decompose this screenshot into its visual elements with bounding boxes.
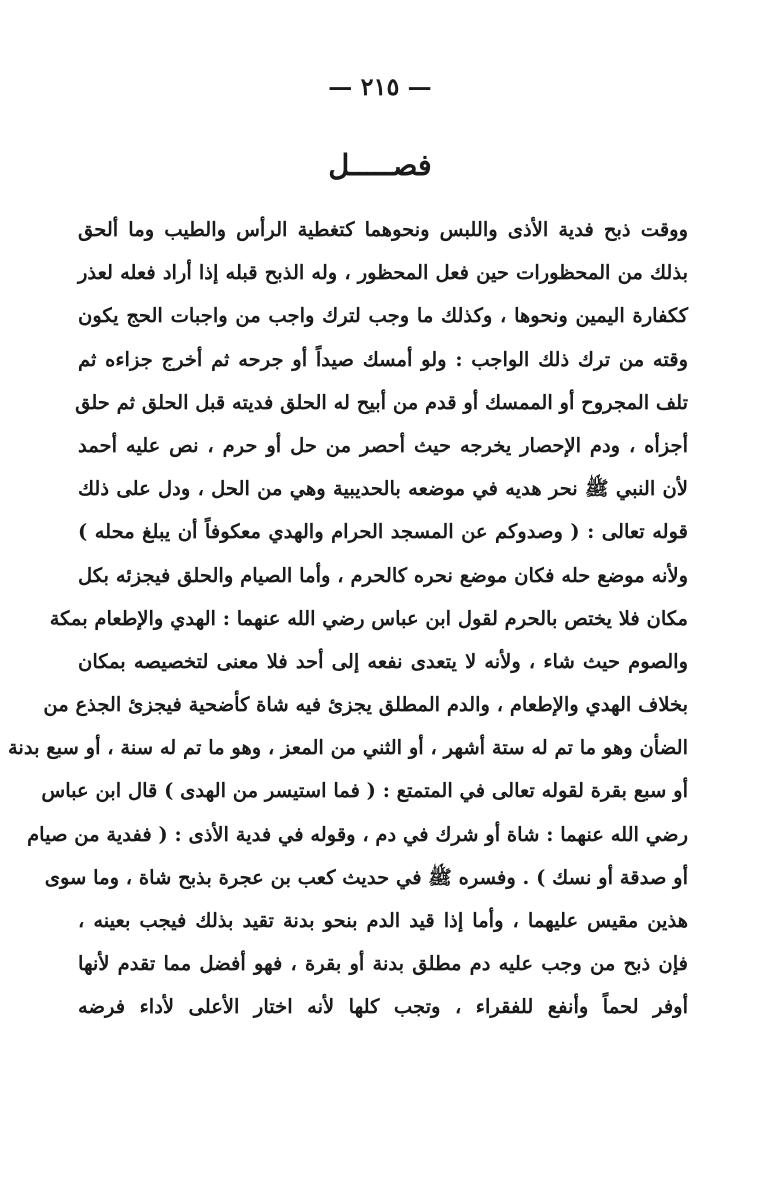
- section-title: فصـــــل: [328, 148, 432, 182]
- text-line: بذلك من المحظورات حين فعل المحظور ، وله الذبح قبله إذا أراد فعله لعذر: [78, 261, 688, 285]
- text-line: ولأنه موضع حله فكان موضع نحره كالحرم ، وأما الصيام والحلق فيجزئه بكل: [78, 563, 688, 587]
- text-line: أو صدقة أو نسك ) . وفسره ﷺ في حديث كعب بن عجرة بذبح شاة ، وما سوى: [44, 865, 688, 889]
- text-line: ككفارة اليمين ونحوها ، وكذلك ما وجب لترك واجب من واجبات الحج يكون: [78, 304, 688, 328]
- page-number: — ٢١٥ —: [328, 72, 432, 101]
- text-line: بخلاف الهدي والإطعام ، والدم المطلق يجزئ فيه شاة كأضحية فيجزئ الجذع من: [43, 693, 688, 717]
- text-line: هذين مقيس عليهما ، وأما إذا قيد الدم بنحو بدنة تقيد بذلك فيجب بعينه ،: [78, 909, 688, 932]
- text-line: والصوم حيث شاء ، ولأنه لا يتعدى نفعه إلى أحد فلا معنى لتخصيصه بمكان: [78, 649, 688, 673]
- text-line: الضأن وهو ما تم له ستة أشهر ، أو الثني من المعز ، وهو ما تم له سنة ، أو سبع بدنة: [7, 736, 688, 760]
- body-text: [7, 208, 688, 1029]
- text-line: ووقت ذبح فدية الأذى واللبس ونحوهما كتغطية الرأس والطيب وما ألحق: [78, 218, 688, 241]
- text-line: أو سبع بقرة لقوله تعالى في المتمتع : ( فما استيسر من الهدى ) قال ابن عباس: [41, 779, 688, 803]
- text-line: تلف المجروح أو الممسك أو قدم من أبيح له الحلق فديته قبل الحلق ثم حلق: [75, 390, 688, 414]
- text-line: وقته من ترك ذلك الواجب : ولو أمسك صيداً أو جرحه ثم أخرج جزاءه ثم: [78, 347, 688, 371]
- text-line: مكان فلا يختص بالحرم لقول ابن عباس رضي الله عنهما : الهدي والإطعام بمكة: [49, 606, 688, 630]
- text-line: أوفر لحماً وأنفع للفقراء ، وتجب كلها لأنه اختار الأعلى لأداء فرضه: [78, 995, 688, 1019]
- text-line: قوله تعالى : ( وصدوكم عن المسجد الحرام والهدي معكوفاً أن يبلغ محله ): [78, 520, 688, 544]
- text-line: أجزأه ، ودم الإحصار يخرجه حيث أحصر من حل أو حرم ، نص عليه أحمد: [78, 433, 688, 457]
- text-line: رضي الله عنهما : شاة أو شرك في دم ، وقوله في فدية الأذى : ( ففدية من صيام: [27, 822, 688, 846]
- text-line: فإن ذبح من وجب عليه دم مطلق بدنة أو بقرة ، فهو أفضل مما تقدم لأنها: [78, 952, 688, 976]
- text-line: لأن النبي ﷺ نحر هديه في موضعه بالحديبية وهي من الحل ، ودل على ذلك: [78, 477, 688, 501]
